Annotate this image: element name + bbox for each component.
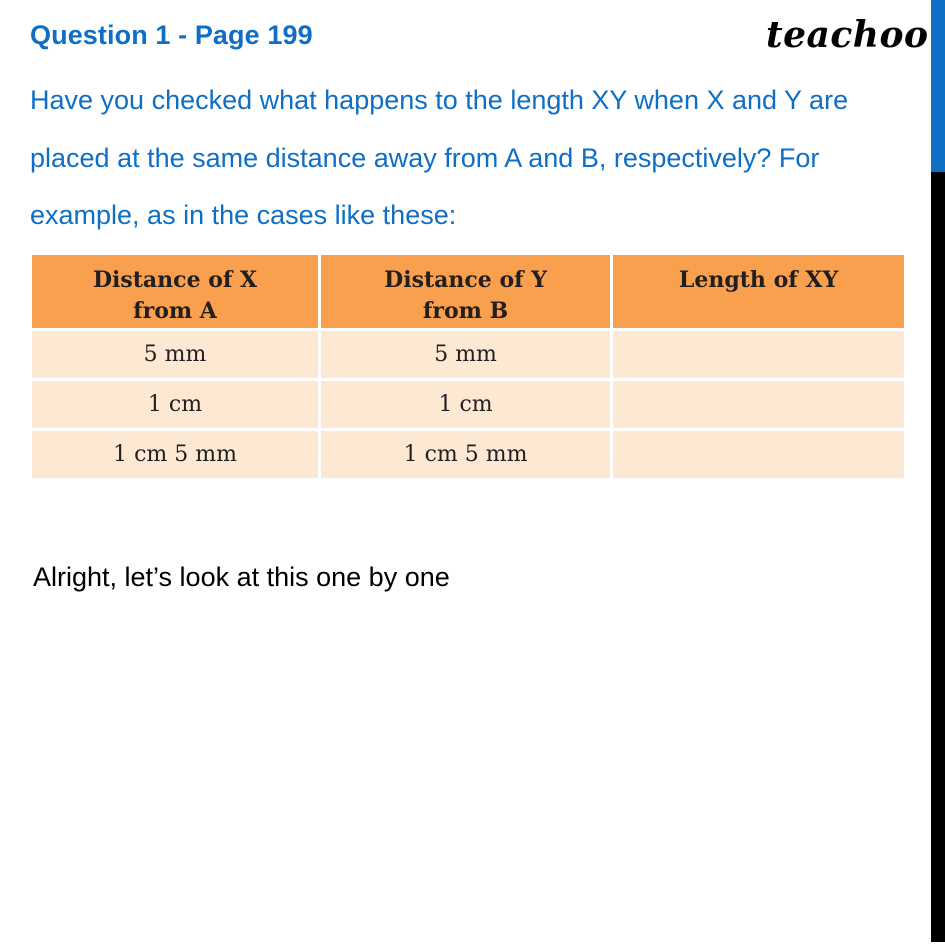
side-accent-bar-blue <box>931 0 945 172</box>
cell-distance-y: 5 mm <box>320 330 612 380</box>
page-title: Question 1 - Page 199 <box>30 20 313 50</box>
side-accent-bar-black <box>931 172 945 942</box>
header-line: Length of XY <box>678 267 839 293</box>
table-header-row <box>31 254 906 330</box>
cell-length-xy <box>612 430 906 480</box>
teachoo-logo: teachoo <box>766 14 929 56</box>
header-line: Distance of X <box>92 267 258 293</box>
cell-length-xy <box>612 380 906 430</box>
answer-intro-text: Alright, let’s look at this one by one <box>33 562 450 592</box>
cell-distance-y: 1 cm <box>320 380 612 430</box>
cell-length-xy <box>612 330 906 380</box>
header-distance-x <box>31 254 320 330</box>
cell-distance-x: 5 mm <box>31 330 320 380</box>
header-line: Distance of Y <box>384 267 547 293</box>
table-row <box>31 430 906 480</box>
cell-distance-x: 1 cm 5 mm <box>31 430 320 480</box>
header-line: from B <box>422 298 509 324</box>
table-row <box>31 330 906 380</box>
cell-distance-y: 1 cm 5 mm <box>320 430 612 480</box>
question-text: Have you checked what happens to the length XY when X and Y are placed at the same distance away from A and B, respectively? For example, as in the cases like these: <box>30 85 849 230</box>
cell-distance-x: 1 cm <box>31 380 320 430</box>
header-length-xy <box>612 254 906 330</box>
table-row <box>31 380 906 430</box>
header-line: from A <box>133 298 217 324</box>
distance-table <box>29 252 907 481</box>
header-distance-y <box>320 254 612 330</box>
